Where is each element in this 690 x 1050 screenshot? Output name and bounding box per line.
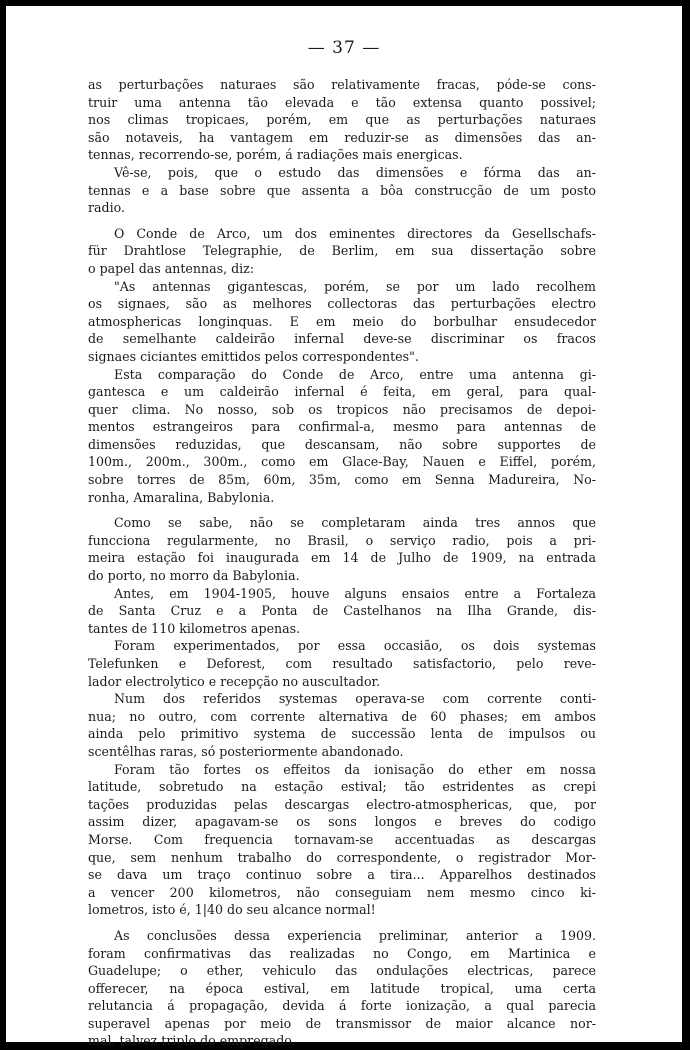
text-line: lador electrolytico e recepção no auscultador.: [88, 673, 381, 689]
text-line: ainda pelo primitivo systema de successão lenta de impulsos ou: [88, 726, 596, 742]
text-line: quer clima. No nosso, sob os tropicos não precisamos de depoi-: [88, 401, 596, 417]
paragraph: [88, 637, 596, 690]
text-line: Vê-se, pois, que o estudo das dimensões e fórma das an-: [114, 164, 596, 180]
text-line: Antes, em 1904-1905, houve alguns ensaios entre a Fortaleza: [114, 585, 596, 601]
text-line: mal, talvez triplo do empregado.: [88, 1033, 296, 1049]
paragraph: [88, 690, 596, 760]
text-line: assim dizer, apagavam-se os sons longos e breves do codigo: [88, 814, 596, 830]
text-line: mentos estrangeiros para confirmal-a, mesmo para antennas de: [88, 419, 596, 435]
page: [6, 6, 682, 1049]
text-line: tennas, recorrendo-se, porém, á radiações mais energicas.: [88, 147, 463, 163]
text-line: funcciona regularmente, no Brasil, o serviço radio, pois a pri-: [88, 532, 596, 548]
paragraph: [88, 164, 596, 217]
text-line: tennas e a base sobre que assenta a bôa construcção de um posto: [88, 182, 596, 198]
text-line: 100m., 200m., 300m., como em Glace-Bay, Nauen e Eiffel, porém,: [88, 454, 596, 470]
text-line: se dava um traço continuo sobre a tira... Apparelhos destinados: [88, 867, 596, 883]
text-line: offerecer, na época estival, em latitude tropical, uma certa: [88, 980, 596, 996]
text-line: für Drahtlose Telegraphie, de Berlim, em sua dissertação sobre: [88, 243, 596, 259]
text-line: tantes de 110 kilometros apenas.: [88, 620, 301, 636]
text-line: scentêlhas raras, só posteriormente abandonado.: [88, 743, 404, 759]
text-line: As conclusões dessa experiencia preliminar, anterior a 1909.: [114, 927, 596, 943]
text-line: O Conde de Arco, um dos eminentes directores da Gesellschafs-: [114, 225, 596, 241]
text-line: "As antennas gigantescas, porém, se por um lado recolhem: [114, 278, 596, 294]
text-line: do porto, no morro da Babylonia.: [88, 568, 300, 584]
text-line: atmosphericas longinquas. E em meio do borbulhar ensudecedor: [88, 313, 596, 329]
paragraph: [88, 278, 596, 366]
text-line: sobre torres de 85m, 60m, 35m, como em Senna Madureira, No-: [88, 472, 596, 488]
paragraph: [88, 225, 596, 278]
text-line: radio.: [88, 200, 125, 216]
text-line: são notaveis, ha vantagem em reduzir-se as dimensões das an-: [88, 129, 596, 145]
page-number: — 37 —: [307, 38, 381, 58]
text-line: a vencer 200 kilometros, não conseguiam nem mesmo cinco ki-: [88, 884, 596, 900]
text-line: latitude, sobretudo na estação estival; tão estridentes as crepi: [88, 779, 596, 795]
text-line: relutancia á propagação, devida á forte ionização, a qual parecia: [88, 998, 596, 1014]
text-line: Como se sabe, não se completaram ainda tres annos que: [114, 515, 596, 531]
text-line: lometros, isto é, 1|40 do seu alcance normal!: [88, 902, 376, 918]
text-line: signaes ciciantes emittidos pelos correspondentes".: [88, 348, 419, 364]
text-line: ronha, Amaralina, Babylonia.: [88, 489, 275, 505]
text-line: Guadelupe; o ether, vehiculo das ondulações electricas, parece: [88, 963, 596, 979]
paragraph: [88, 76, 596, 164]
text-line: nos climas tropicaes, porém, em que as perturbações naturaes: [88, 112, 596, 128]
text-line: o papel das antennas, diz:: [88, 260, 255, 276]
text-line: Morse. Com frequencia tornavam-se accentuadas as descargas: [88, 831, 596, 847]
paragraph: [88, 585, 596, 638]
text-line: as perturbações naturaes são relativamente fracas, póde-se cons-: [88, 77, 596, 92]
text-line: Num dos referidos systemas operava-se com corrente conti-: [114, 691, 596, 707]
text-line: nua; no outro, com corrente alternativa de 60 phases; em ambos: [88, 708, 596, 724]
text-line: superavel apenas por meio de transmissor de maior alcance nor-: [88, 1015, 596, 1031]
text-line: Foram experimentados, por essa occasião, os dois systemas: [114, 638, 596, 654]
text-line: truir uma antenna tão elevada e tão extensa quanto possivel;: [88, 94, 596, 110]
text-line: meira estação foi inaugurada em 14 de Julho de 1909, na entrada: [88, 550, 596, 566]
text-line: os signaes, são as melhores collectoras das perturbações electro: [88, 296, 596, 312]
text-line: de Santa Cruz e a Ponta de Castelhanos na Ilha Grande, dis-: [88, 603, 596, 619]
text-line: dimensões reduzidas, que descansam, não sobre supportes de: [88, 436, 596, 452]
text-line: foram confirmativas das realizadas no Congo, em Martinica e: [88, 945, 596, 961]
text-line: Foram tão fortes os effeitos da ionisação do ether em nossa: [114, 761, 596, 777]
text-line: tações produzidas pelas descargas electro-atmosphericas, que, por: [88, 796, 596, 812]
paragraph: [88, 514, 596, 584]
paragraph: [88, 366, 596, 507]
paragraph: [88, 927, 596, 1050]
paragraph: [88, 761, 596, 919]
text-line: gantesca e um caldeirão infernal é feita, em geral, para qual-: [88, 384, 596, 400]
text-line: de semelhante caldeirão infernal deve-se discriminar os fracos: [88, 331, 596, 347]
text-line: Esta comparação do Conde de Arco, entre uma antenna gi-: [114, 366, 596, 382]
text-line: que, sem nenhum trabalho do correspondente, o registrador Mor-: [88, 849, 596, 865]
body-text: [88, 76, 596, 1050]
text-line: Telefunken e Deforest, com resultado satisfactorio, pelo reve-: [88, 656, 596, 671]
